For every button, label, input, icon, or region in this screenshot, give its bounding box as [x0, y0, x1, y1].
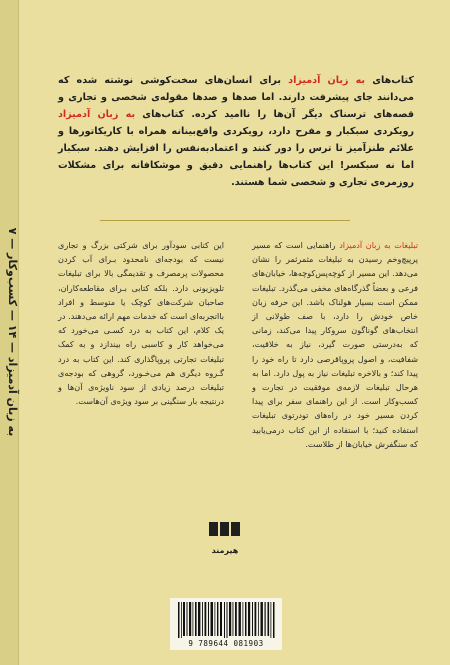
section-divider [100, 220, 350, 221]
series-blurb [58, 72, 414, 191]
book-spine [0, 0, 19, 665]
description-left-column [58, 238, 224, 408]
isbn-number: 9 789644 081903 [188, 639, 264, 648]
series-name-highlight: به زبان آدمیزاد [288, 75, 366, 86]
barcode-icon [174, 602, 278, 638]
right-column-text: راهنمایی است که مسیر پرپیچ‌وخم رسیدن به تبلیغات مثمرثمر را نشان می‌دهد. این مسیر از کوچه‌پس‌کوچه‌ها، خیابان‌های فرعی و بعضاً گذرگاه‌های مخفی می‌گذرد. تبلیغات ممکن است بسیار هولناک باشد. این حرفه زبان خاص خودش را دارد، با صف طولانی از انتخاب‌های گوناگون سروکار پیدا می‌کند، زمانی که به‌درستی صورت گیرد، نیاز به خلاقیت، شفافیت، و اصول پروپاقرصی دارد تا راه خود را پیدا کند؛ و بالاخره تبلیغات نیاز به پول دارد. اما به هرحال تبلیغات لازمه‌ی موفقیت در تجارت و کسب‌وکار است. از این راهنمای سفر برای پیدا کردن مسیر خود در راه‌های تودرتوی تبلیغات استفاده کنید؛ با استفاده از این کتاب درمی‌یابید که سنگفرش خیابان‌ها از طلاست. [252, 240, 418, 449]
left-column-text: این کتابی سودآور برای شرکتی بزرگ و تجاری نیست که بودجه‌ای نامحدود بـرای آب کردن محصولات پرمصرف و تقدیمگی بالا برای تبلیغات تلویزیونی دارد. بلکه کتابی بـرای مقاطعه‌کاران، صاحبان شرکت‌های کوچک یا متوسط و افراد بااتجربه‌ای است که خدمات مهم ارائه می‌دهند. در یک کلام، این کتاب به درد کسـی می‌خورد که می‌خواهد کار و کاسبی راه بیندازد و به کمک تبلیغات تجارتی پروپاگذاری کند. این کتاب به درد گـروه دیگری هم می‌خـورد، گروهی که بودجه‌ی تبلیغات درصد زیادی از سود ناویژه‌ی آن‌ها و درنتیجه بار سنگینی بر سود ویژه‌ی آن‌هاست. [58, 240, 224, 407]
spine-title: به زبان آدمیزاد — ۱۴ — کسب‌وکار — ۷ [6, 227, 19, 437]
blurb-text-part-2: رویکردی سبکبار و مفرح دارد، رویکردی واقع‌بینانه همراه با کاریکاتورها و علائم طنزآمیز تا ترس را دور کنند و اعتمادبه‌نفس را افزایش دهند. سبکبار اما نه سبکسر! این کتاب‌ها راهنمایی دقیق و موشکافانه برای مشکلات روزمره‌ی تجاری و شخصی شما هستند. [58, 126, 414, 188]
blurb-intro: کتاب‌های [372, 75, 414, 86]
description-right-column [252, 238, 418, 451]
blurb-text-part-1: برای انسان‌های سخت‌کوشی نوشته شده که می‌دانند جای پیشرفت دارند. اما صدها و صدها مقوله‌ی شخصی و تجاری و قصه‌های ترسناک دیگر آن‌ها را ناامید کرده. کتاب‌های [58, 75, 414, 120]
book-title-highlight: تبلیغات به زبان آدمیزاد [339, 240, 419, 250]
isbn-barcode [170, 598, 282, 650]
series-name-highlight-2: به زبان آدمیزاد [58, 109, 136, 120]
publisher-name: هیرمند [211, 546, 239, 555]
